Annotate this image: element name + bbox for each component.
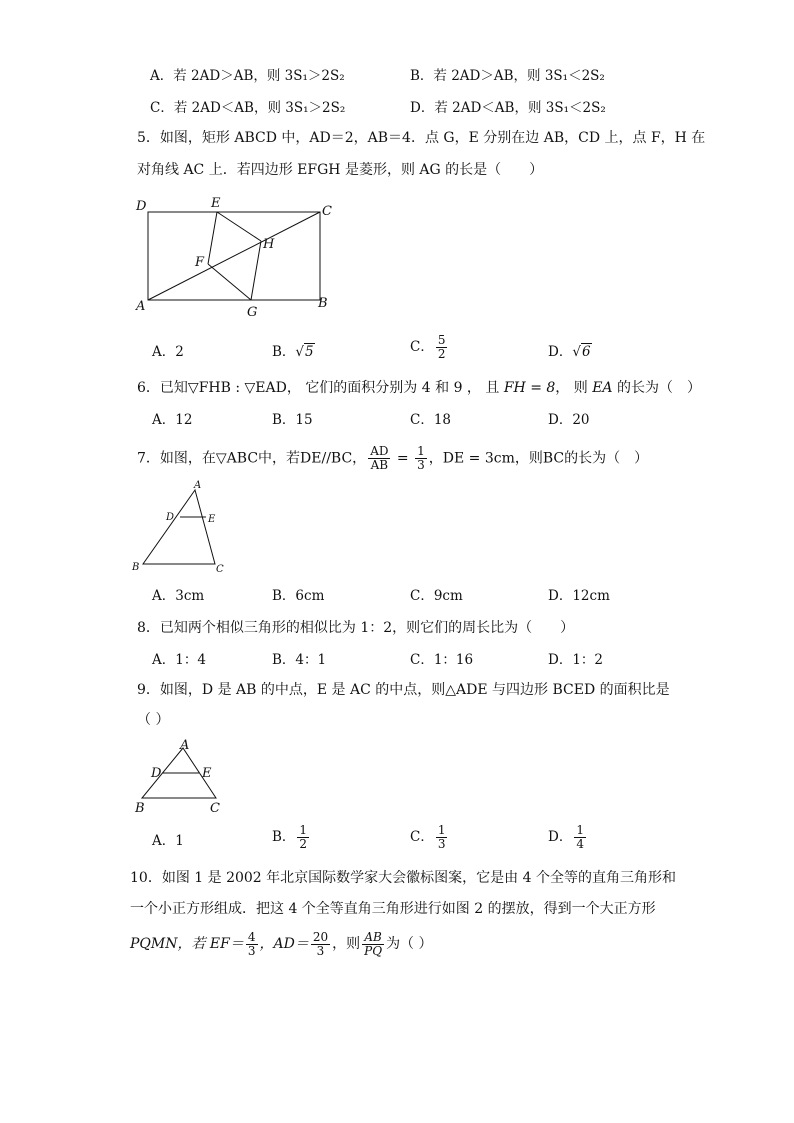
q8-option-b: B．4：1	[272, 652, 327, 668]
q5-stem-line1: 5．如图，矩形 ABCD 中，AD＝2，AB＝4．点 G，E 分别在边 AB，CD 上，点 F，H 在	[137, 130, 706, 146]
q8-stem: 8．已知两个相似三角形的相似比为 1：2，则它们的周长比为（ ）	[137, 620, 575, 636]
q9-label-c: C	[210, 801, 220, 816]
q9-option-d: D． $\frac{1}{4}$	[548, 823, 584, 851]
q9-option-a: A．1	[152, 833, 184, 849]
q9-triangle-figure	[128, 736, 232, 818]
q5-label-a: A	[136, 299, 146, 314]
q6-option-a: A．12	[152, 412, 193, 428]
q5-option-c: C． $\frac{5}{2}$	[410, 333, 446, 361]
q7-option-d: D．12cm	[548, 588, 610, 604]
q7-label-d: D	[166, 512, 175, 523]
q5-rectangle-figure	[130, 192, 340, 322]
q7-label-b: B	[132, 562, 140, 573]
q8-option-c: C．1：16	[410, 652, 474, 668]
q7-option-b: B．6cm	[272, 588, 325, 604]
q6-option-d: D．20	[548, 412, 590, 428]
q5-option-a: A．2	[152, 344, 184, 360]
q6-option-b: B．15	[272, 412, 313, 428]
q5-label-e: E	[211, 196, 221, 211]
q4-option-a: A．若 2AD＞AB，则 3S₁＞2S₂	[150, 68, 345, 84]
q6-option-c: C．18	[410, 412, 452, 428]
q9-label-d: D	[151, 766, 162, 781]
q5-label-g: G	[247, 305, 258, 320]
q9-label-e: E	[202, 766, 212, 781]
q5-option-d: D．√6	[548, 344, 591, 360]
q4-option-d: D．若 2AD＜AB，则 3S₁＜2S₂	[410, 100, 606, 116]
q10-stem-line1: 10．如图 1 是 2002 年北京国际数学家大会徽标图案，它是由 4 个全等的直角三角形和	[130, 870, 676, 886]
q5-stem-line2: 对角线 AC 上．若四边形 EFGH 是菱形，则 AG 的长是（ ）	[137, 162, 544, 178]
q10-stem-line2: 一个小正方形组成．把这 4 个全等直角三角形进行如图 2 的摆放，得到一个大正方形	[130, 901, 656, 917]
q8-option-d: D．1：2	[548, 652, 604, 668]
q6-stem: 6．已知▽FHB : ▽EAD， 它们的面积分别为 4 和 9 ， 且 FH = 8， 则 EA 的长为（ ）	[137, 380, 701, 396]
q4-option-b: B．若 2AD＞AB，则 3S₁＜2S₂	[410, 68, 605, 84]
q7-label-a: A	[194, 480, 202, 491]
q7-stem: 7．如图，在▽ABC中，若DE//BC， $\frac{AD}{AB}$ = $\frac{1}{3}$ ，DE = 3cm，则BC的长为（ ）	[137, 444, 649, 472]
q9-label-b: B	[135, 801, 145, 816]
q7-label-e: E	[208, 514, 216, 525]
q9-stem-line1: 9．如图，D 是 AB 的中点，E 是 AC 的中点，则△ADE 与四边形 BCED 的面积比是	[137, 682, 670, 698]
q9-option-c: C． $\frac{1}{3}$	[410, 823, 446, 851]
q5-label-h: H	[263, 237, 275, 252]
q9-option-b: B． $\frac{1}{2}$	[272, 823, 308, 851]
q5-label-c: C	[322, 204, 332, 219]
q5-label-f: F	[195, 255, 205, 270]
q9-stem-line2: （ ）	[137, 712, 170, 728]
q7-label-c: C	[216, 564, 224, 575]
q7-triangle-figure	[128, 478, 238, 576]
q7-option-c: C．9cm	[410, 588, 463, 604]
q5-label-d: D	[136, 199, 147, 214]
q5-option-b: B．√5	[272, 344, 314, 360]
q9-label-a: A	[180, 738, 190, 753]
q5-label-b: B	[318, 296, 328, 311]
q4-option-c: C．若 2AD＜AB，则 3S₁＞2S₂	[150, 100, 346, 116]
q10-stem-line3: PQMN，若 EF＝ $\frac{4}{3}$ ，AD＝ $\frac{20}{3}$ ，则 $\frac{AB}{PQ}$ 为（ ）	[130, 929, 433, 958]
q8-option-a: A．1：4	[152, 652, 206, 668]
q7-option-a: A．3cm	[152, 588, 205, 604]
